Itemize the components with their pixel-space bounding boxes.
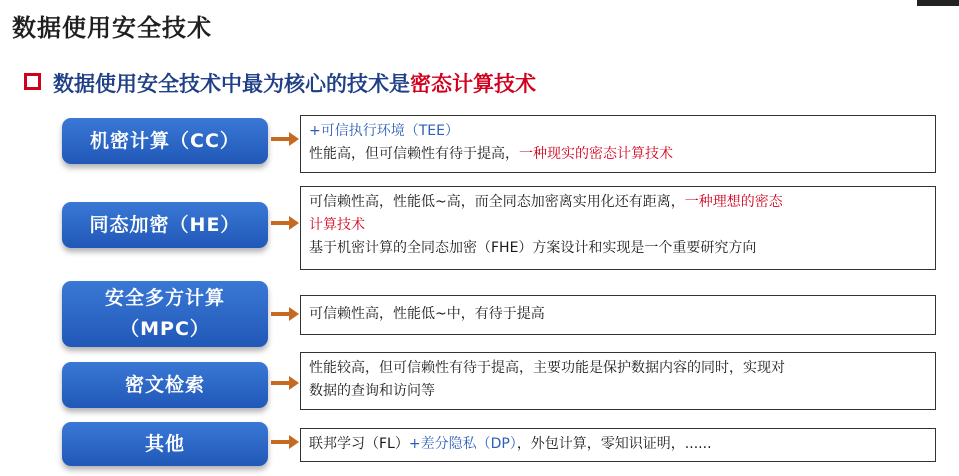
technique-label-line1: 安全多方计算 (104, 287, 225, 309)
technique-pill-ciphertext-search (62, 362, 268, 408)
technique-label: 同态加密（HE） (89, 213, 241, 236)
description-line (309, 380, 927, 403)
description-text: 联邦学习（FL） (309, 436, 409, 452)
technique-label: 机密计算（CC） (90, 129, 240, 152)
subtitle-prefix: 数据使用安全技术中最为核心的技术是 (53, 72, 410, 96)
description-box-other (300, 428, 936, 462)
technique-pill-other (62, 422, 268, 466)
description-text: +差分隐私（DP） (408, 436, 517, 452)
subtitle-highlight: 密态计算技术 (410, 72, 536, 96)
description-text: 性能较高，但可信赖性有待于提高，主要功能是保护数据内容的同时，实现对 (309, 360, 785, 376)
arrow-icon (271, 378, 299, 388)
description-line (309, 214, 927, 237)
description-text: 一种现实的密态计算技术 (519, 146, 673, 162)
description-text: 可信赖性高，性能低~中，有待于提高 (309, 306, 545, 322)
description-text: +可信执行环境（TEE） (309, 123, 459, 139)
description-box-he (300, 186, 936, 270)
description-line (309, 120, 927, 143)
description-text: 一种理想的密态 (684, 194, 783, 210)
arrow-icon (271, 309, 299, 319)
description-text: 计算技术 (309, 217, 365, 233)
description-text: ，外包计算，零知识证明，...... (516, 436, 712, 452)
description-line (309, 433, 927, 456)
description-box-ciphertext-search (300, 352, 936, 410)
description-text: 性能高，但可信赖性有待于提高， (309, 146, 519, 162)
description-box-mpc (300, 295, 936, 335)
technique-label-line2: （MPC） (120, 318, 210, 340)
page-title: 数据使用安全技术 (12, 14, 212, 42)
window-corner-mark (917, 0, 959, 6)
description-line (309, 191, 927, 214)
description-box-cc (300, 115, 936, 173)
description-text: 基于机密计算的全同态加密（FHE）方案设计和实现是一个重要研究方向 (309, 240, 757, 256)
description-line (309, 357, 927, 380)
arrow-icon (271, 437, 299, 447)
description-text: 数据的查询和访问等 (309, 383, 435, 399)
technique-pill-mpc (62, 281, 268, 347)
technique-pill-cc (62, 118, 268, 164)
technique-label: 密文检索 (124, 373, 205, 396)
description-line (309, 237, 927, 260)
bullet-square-icon (24, 73, 41, 90)
technique-pill-he (62, 202, 268, 248)
description-line (309, 143, 927, 166)
description-line (309, 303, 927, 326)
arrow-icon (271, 134, 299, 144)
subtitle (24, 68, 536, 98)
arrow-icon (271, 218, 299, 228)
description-text: 可信赖性高，性能低~高，而全同态加密离实用化还有距离， (309, 194, 685, 210)
technique-label: 其他 (144, 432, 185, 455)
